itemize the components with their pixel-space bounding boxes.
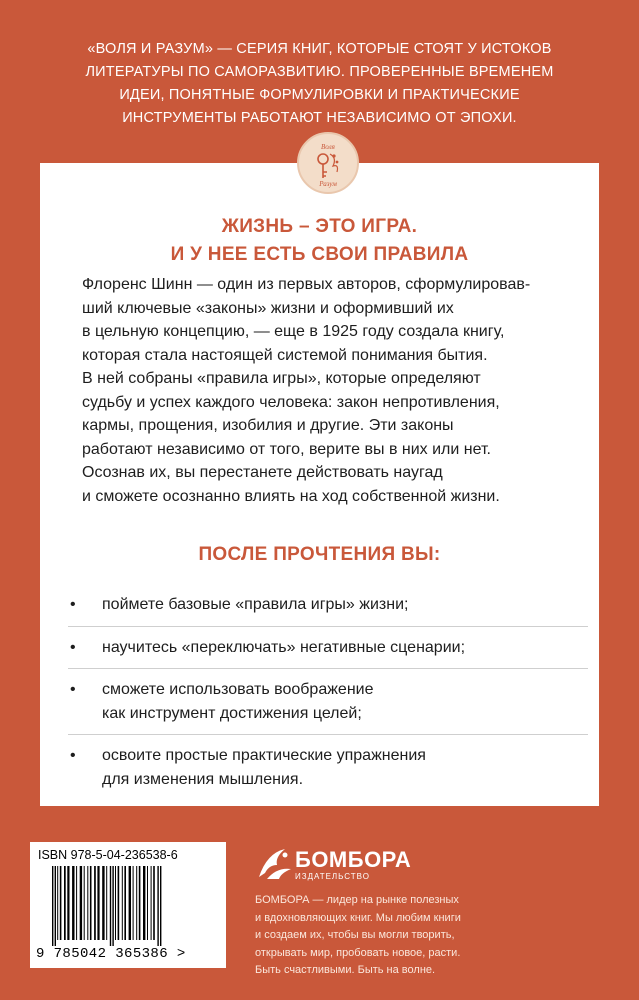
description-line: судьбу и успех каждого человека: закон непротивления,: [82, 393, 500, 411]
headline-line-1: ЖИЗНЬ – ЭТО ИГРА.: [221, 216, 418, 237]
barcode-bar: [76, 866, 77, 940]
barcode-bar: [147, 866, 148, 940]
list-item: [68, 678, 588, 725]
divider: [68, 734, 588, 735]
publisher-description: [255, 892, 461, 980]
headline-line-2: И У НЕЕ ЕСТЬ СВОИ ПРАВИЛА: [170, 244, 469, 265]
publisher-description-line: БОМБОРА — лидер на рынке полезных: [255, 894, 459, 906]
barcode-bar: [106, 866, 107, 940]
publisher-name: БОМБОРА: [295, 847, 412, 872]
list-item-text: для изменения мышления.: [102, 770, 304, 788]
series-blurb: [30, 38, 609, 130]
key-emblem-icon: [297, 132, 359, 194]
barcode-bar: [160, 866, 161, 946]
barcode-bar: [87, 866, 88, 940]
series-blurb-line: ЛИТЕРАТУРЫ ПО САМОРАЗВИТИЮ. ПРОВЕРЕННЫЕ ВРЕМЕНЕМ: [85, 64, 554, 80]
bombora-wave-logo-icon: [255, 843, 295, 883]
publisher-description-line: Быть счастливыми. Быть на волне.: [255, 964, 436, 976]
key-emblem-graphic: [299, 134, 357, 192]
barcode-bar: [157, 866, 158, 946]
barcode-bar: [57, 866, 58, 940]
description-line: в цельную концепцию, — еще в 1925 году создала книгу,: [82, 323, 505, 340]
description-line: Осознав их, вы перестанете действовать наугад: [82, 464, 443, 481]
barcode-bar: [118, 866, 120, 940]
barcode-bar: [115, 866, 116, 940]
publisher-description-line: и создаем их, чтобы вы могли творить,: [255, 929, 455, 941]
description-line: и сможете осознанно влиять на ход собственной жизни.: [82, 487, 500, 505]
list-item-text: поймете базовые «правила игры» жизни;: [102, 596, 409, 613]
barcode-bar: [112, 866, 113, 946]
series-blurb-line: ИНСТРУМЕНТЫ РАБОТАЮТ НЕЗАВИСИМО ОТ ЭПОХИ.: [122, 110, 517, 126]
barcode-bar: [139, 866, 141, 940]
bullet-icon: •: [70, 638, 76, 656]
barcode-bar: [60, 866, 62, 940]
barcode-bar: [102, 866, 104, 940]
after-reading-title: ПОСЛЕ ПРОЧТЕНИЯ ВЫ:: [198, 544, 441, 565]
series-blurb-line: ИДЕИ, ПОНЯТНЫЕ ФОРМУЛИРОВКИ И ПРАКТИЧЕСКИЕ: [119, 87, 520, 103]
list-item-text: освоите простые практические упражнения: [102, 747, 426, 764]
description-line: работают независимо от того, верите вы в них или нет.: [82, 440, 491, 458]
barcode-bar: [67, 866, 69, 940]
barcode-label: [30, 842, 226, 968]
description-line: ший ключевые «законы» жизни и оформивший их: [82, 299, 454, 317]
description-line: кармы, прощения, изобилия и другие. Эти законы: [82, 417, 454, 434]
divider: [68, 626, 588, 627]
list-item-text: как инструмент достижения целей;: [102, 704, 362, 722]
emblem-text-top: Воля: [321, 143, 335, 151]
barcode-bar: [133, 866, 134, 940]
barcode-bar: [84, 866, 85, 940]
barcode-bar: [153, 866, 155, 940]
description-line: Флоренс Шинн — один из первых авторов, сформулировав-: [82, 276, 531, 293]
barcode-bar: [64, 866, 66, 940]
list-item-text: научитесь «переключать» негативные сценарии;: [102, 638, 466, 656]
barcode-bar: [129, 866, 131, 940]
list-item: [68, 636, 588, 660]
description-panel: [40, 163, 599, 806]
description-line: которая стала настоящей системой понимания бытия.: [82, 346, 488, 364]
barcode-digits: 9 785042 365386 >: [36, 946, 186, 962]
publisher-description-line: и вдохновляющих книг. Мы любим книги: [255, 911, 461, 924]
list-item-text: сможете использовать воображение: [102, 681, 374, 698]
barcode-bar: [55, 866, 56, 946]
bullet-icon: •: [70, 681, 76, 698]
barcode-bar: [80, 866, 82, 940]
bullet-icon: •: [70, 596, 76, 613]
publisher-subtitle: ИЗДАТЕЛЬСТВО: [295, 872, 370, 881]
barcode-bar: [72, 866, 74, 940]
headline: [40, 213, 599, 269]
series-blurb-line: «ВОЛЯ И РАЗУМ» — СЕРИЯ КНИГ, КОТОРЫЕ СТОЯТ У ИСТОКОВ: [87, 41, 552, 57]
barcode-bars: [50, 866, 212, 946]
divider: [68, 668, 588, 669]
barcode-bar: [52, 866, 53, 946]
barcode-bar: [90, 866, 92, 940]
emblem-text-bottom: Разум: [319, 180, 337, 188]
benefits-list: [68, 593, 588, 791]
isbn-number: ISBN 978-5-04-236538-6: [38, 848, 178, 862]
barcode-bar: [143, 866, 145, 940]
list-item: [68, 744, 588, 791]
barcode-bar: [122, 866, 123, 940]
barcode-bar: [124, 866, 126, 940]
publisher-description-line: открывать мир, пробовать новое, расти.: [255, 946, 461, 959]
book-description: [82, 273, 582, 508]
barcode-bar: [97, 866, 99, 940]
description-line: В ней собраны «правила игры», которые определяют: [82, 370, 481, 387]
bullet-icon: •: [70, 747, 76, 764]
barcode-bar: [94, 866, 96, 940]
list-item: [68, 593, 588, 617]
barcode-bar: [110, 866, 111, 946]
barcode-bar: [151, 866, 152, 940]
barcode-bar: [136, 866, 137, 940]
